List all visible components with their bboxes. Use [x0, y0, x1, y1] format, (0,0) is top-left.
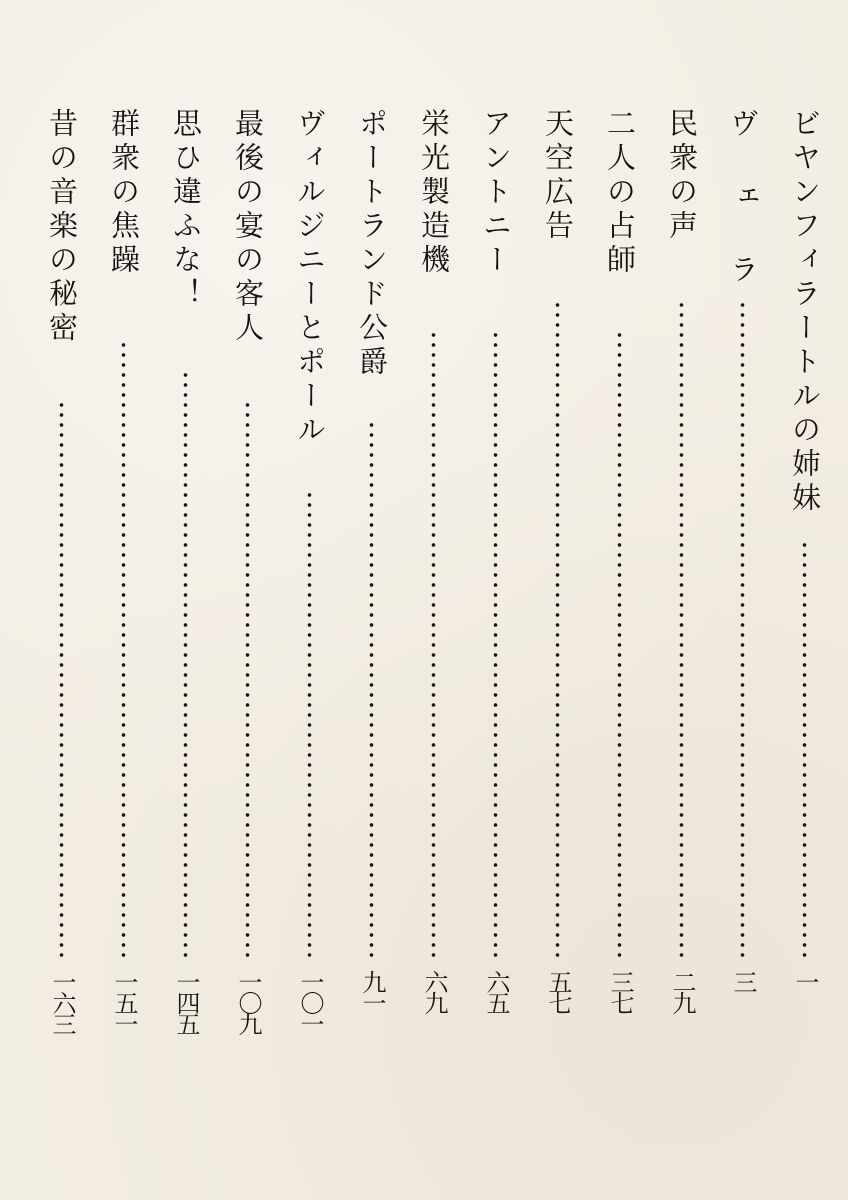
toc-entry — [664, 108, 700, 1028]
entry-title: アントニー — [479, 108, 513, 278]
entry-title: 天空広告 — [541, 108, 575, 244]
toc-entry — [168, 108, 204, 1033]
toc-entry — [725, 108, 761, 1028]
entry-title: 栄光製造機 — [417, 108, 451, 278]
toc-entry — [354, 108, 390, 1028]
toc-entry — [478, 108, 514, 1028]
dot-leader — [617, 330, 622, 960]
entry-page-number: 六五 — [482, 970, 510, 1012]
dot-leader — [121, 340, 126, 960]
entry-title: ポートランド公爵 — [355, 108, 389, 380]
toc-entry — [416, 108, 452, 1028]
entry-page-number: 三 — [729, 970, 757, 991]
toc-entry — [602, 108, 638, 1028]
toc-entry — [230, 108, 266, 1033]
entry-page-number: 一六三 — [48, 970, 76, 1033]
entry-title: 群衆の焦躁 — [107, 108, 141, 278]
entry-page-number: 三七 — [606, 970, 634, 1012]
toc-entry — [787, 108, 823, 1028]
dot-leader — [369, 420, 374, 960]
toc-entry — [540, 108, 576, 1028]
entry-title: ビヤンフィラートルの姉妹 — [788, 108, 822, 516]
entry-title: ヴ ェ ラ — [726, 108, 760, 288]
dot-leader — [740, 300, 745, 960]
dot-leader — [245, 400, 250, 960]
dot-leader — [59, 400, 64, 960]
entry-page-number: 一 — [791, 970, 819, 991]
dot-leader — [431, 330, 436, 960]
entry-title: 思ひ違ふな！ — [169, 108, 203, 312]
entry-title: 民衆の声 — [665, 108, 699, 244]
toc-entry — [106, 108, 142, 1033]
dot-leader — [493, 330, 498, 960]
entry-page-number: 二九 — [668, 970, 696, 1012]
entry-page-number: 一四五 — [172, 970, 200, 1033]
entry-title: ヴィルジニーとポール — [293, 108, 327, 448]
entry-title: 二人の占師 — [603, 108, 637, 278]
entry-page-number: 九一 — [358, 970, 386, 1012]
dot-leader — [802, 540, 807, 960]
entry-page-number: 一〇一 — [296, 970, 324, 1033]
dot-leader — [307, 490, 312, 960]
entry-page-number: 五七 — [544, 970, 572, 1012]
entry-title: 昔の音楽の秘密 — [45, 108, 79, 346]
dot-leader — [679, 300, 684, 960]
entry-page-number: 六九 — [420, 970, 448, 1012]
entry-page-number: 一〇九 — [234, 970, 262, 1033]
toc-entry — [44, 108, 80, 1033]
dot-leader — [555, 300, 560, 960]
toc-entry — [292, 108, 328, 1033]
entry-title: 最後の宴の客人 — [231, 108, 265, 346]
dot-leader — [183, 370, 188, 960]
entry-page-number: 一五一 — [110, 970, 138, 1033]
